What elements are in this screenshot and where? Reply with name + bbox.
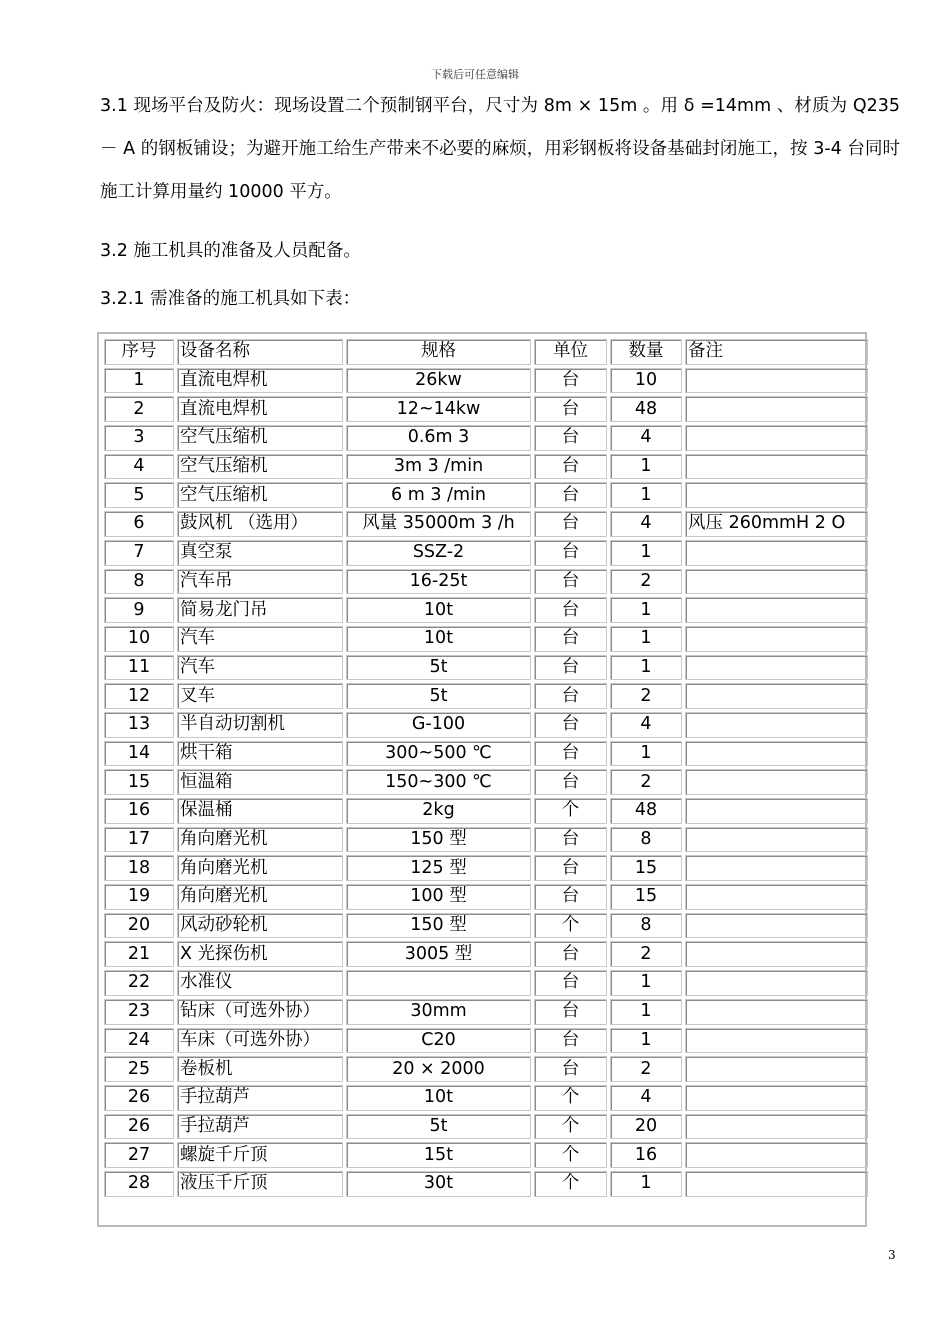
cell-qty: 2 bbox=[610, 569, 682, 595]
table-row bbox=[104, 482, 868, 508]
cell-no: 26 bbox=[104, 1085, 174, 1111]
cell-unit: 台 bbox=[534, 941, 607, 967]
cell-name: 手拉葫芦 bbox=[177, 1085, 343, 1111]
cell-name: 水准仪 bbox=[177, 970, 343, 996]
cell-remark bbox=[685, 941, 868, 967]
cell-qty: 1 bbox=[610, 597, 682, 623]
cell-unit: 台 bbox=[534, 540, 607, 566]
table-row bbox=[104, 454, 868, 480]
cell-remark bbox=[685, 396, 868, 422]
table-row bbox=[104, 741, 868, 767]
table-header-row bbox=[104, 339, 868, 365]
cell-remark bbox=[685, 970, 868, 996]
cell-no: 20 bbox=[104, 913, 174, 939]
cell-name: 车床（可选外协） bbox=[177, 1028, 343, 1054]
cell-name: 角向磨光机 bbox=[177, 827, 343, 853]
table-row bbox=[104, 540, 868, 566]
cell-remark bbox=[685, 913, 868, 939]
cell-name: 汽车 bbox=[177, 626, 343, 652]
cell-spec: 12~14kw bbox=[346, 396, 531, 422]
cell-name: 简易龙门吊 bbox=[177, 597, 343, 623]
cell-spec: 26kw bbox=[346, 368, 531, 394]
section-3-1-paragraph: 3.1 现场平台及防火：现场设置二个预制钢平台，尺寸为 8m × 15m 。用 δ =14mm 、材质为 Q235 － A 的钢板铺设；为避开施工给生产带来不必要的麻烦，用彩钢板将设备基础封闭施工，按 3-4 台同时施工计算用量约 10000 平方。 bbox=[100, 96, 900, 202]
cell-unit: 个 bbox=[534, 1142, 607, 1168]
cell-qty: 1 bbox=[610, 454, 682, 480]
table-row bbox=[104, 1114, 868, 1140]
table-row bbox=[104, 884, 868, 910]
header-cell-qty: 数量 bbox=[610, 339, 682, 365]
cell-qty: 2 bbox=[610, 683, 682, 709]
cell-qty: 1 bbox=[610, 626, 682, 652]
cell-no: 14 bbox=[104, 741, 174, 767]
cell-spec: 150 型 bbox=[346, 913, 531, 939]
cell-no: 28 bbox=[104, 1171, 174, 1197]
cell-no: 1 bbox=[104, 368, 174, 394]
table-row bbox=[104, 626, 868, 652]
cell-unit: 台 bbox=[534, 425, 607, 451]
cell-no: 5 bbox=[104, 482, 174, 508]
cell-no: 4 bbox=[104, 454, 174, 480]
cell-unit: 台 bbox=[534, 741, 607, 767]
cell-unit: 台 bbox=[534, 626, 607, 652]
cell-qty: 15 bbox=[610, 855, 682, 881]
cell-remark bbox=[685, 827, 868, 853]
table-row bbox=[104, 1056, 868, 1082]
cell-unit: 个 bbox=[534, 913, 607, 939]
cell-qty: 8 bbox=[610, 827, 682, 853]
cell-spec: 30mm bbox=[346, 999, 531, 1025]
cell-qty: 48 bbox=[610, 798, 682, 824]
cell-qty: 2 bbox=[610, 941, 682, 967]
cell-name: 叉车 bbox=[177, 683, 343, 709]
cell-remark bbox=[685, 1056, 868, 1082]
cell-no: 6 bbox=[104, 511, 174, 537]
cell-remark bbox=[685, 368, 868, 394]
cell-qty: 1 bbox=[610, 999, 682, 1025]
cell-name: 空气压缩机 bbox=[177, 425, 343, 451]
table-row bbox=[104, 597, 868, 623]
cell-spec: 6 m 3 /min bbox=[346, 482, 531, 508]
cell-remark: 风压 260mmH 2 O bbox=[685, 511, 868, 537]
cell-qty: 8 bbox=[610, 913, 682, 939]
cell-name: 空气压缩机 bbox=[177, 454, 343, 480]
cell-remark bbox=[685, 540, 868, 566]
cell-qty: 1 bbox=[610, 741, 682, 767]
cell-remark bbox=[685, 712, 868, 738]
cell-no: 12 bbox=[104, 683, 174, 709]
cell-qty: 1 bbox=[610, 540, 682, 566]
cell-unit: 台 bbox=[534, 999, 607, 1025]
table-row bbox=[104, 827, 868, 853]
cell-name: 卷板机 bbox=[177, 1056, 343, 1082]
table-row bbox=[104, 569, 868, 595]
cell-spec bbox=[346, 970, 531, 996]
cell-no: 24 bbox=[104, 1028, 174, 1054]
cell-unit: 台 bbox=[534, 1028, 607, 1054]
table-row bbox=[104, 1028, 868, 1054]
cell-qty: 4 bbox=[610, 1085, 682, 1111]
cell-no: 25 bbox=[104, 1056, 174, 1082]
cell-unit: 台 bbox=[534, 712, 607, 738]
table-row bbox=[104, 855, 868, 881]
section-3-2-1-heading: 3.2.1 需准备的施工机具如下表： bbox=[100, 289, 361, 309]
table-row bbox=[104, 683, 868, 709]
cell-unit: 台 bbox=[534, 970, 607, 996]
table-row bbox=[104, 655, 868, 681]
cell-spec: 5t bbox=[346, 655, 531, 681]
cell-qty: 16 bbox=[610, 1142, 682, 1168]
cell-remark bbox=[685, 1171, 868, 1197]
cell-remark bbox=[685, 454, 868, 480]
cell-remark bbox=[685, 425, 868, 451]
table-row bbox=[104, 769, 868, 795]
cell-qty: 4 bbox=[610, 511, 682, 537]
cell-no: 8 bbox=[104, 569, 174, 595]
cell-remark bbox=[685, 655, 868, 681]
cell-no: 22 bbox=[104, 970, 174, 996]
cell-qty: 1 bbox=[610, 482, 682, 508]
cell-unit: 台 bbox=[534, 368, 607, 394]
cell-remark bbox=[685, 1028, 868, 1054]
cell-spec: 3m 3 /min bbox=[346, 454, 531, 480]
cell-no: 23 bbox=[104, 999, 174, 1025]
cell-unit: 台 bbox=[534, 1056, 607, 1082]
cell-remark bbox=[685, 683, 868, 709]
table-row bbox=[104, 1085, 868, 1111]
cell-qty: 20 bbox=[610, 1114, 682, 1140]
cell-spec: 5t bbox=[346, 683, 531, 709]
table-row bbox=[104, 425, 868, 451]
cell-spec: 0.6m 3 bbox=[346, 425, 531, 451]
cell-spec: 300~500 ℃ bbox=[346, 741, 531, 767]
cell-name: 钻床（可选外协） bbox=[177, 999, 343, 1025]
cell-qty: 15 bbox=[610, 884, 682, 910]
cell-no: 13 bbox=[104, 712, 174, 738]
cell-name: 直流电焊机 bbox=[177, 396, 343, 422]
cell-spec: 2kg bbox=[346, 798, 531, 824]
cell-remark bbox=[685, 569, 868, 595]
cell-name: 真空泵 bbox=[177, 540, 343, 566]
cell-name: 风动砂轮机 bbox=[177, 913, 343, 939]
table-row bbox=[104, 712, 868, 738]
table-row bbox=[104, 511, 868, 537]
cell-unit: 台 bbox=[534, 597, 607, 623]
cell-qty: 2 bbox=[610, 1056, 682, 1082]
equipment-table bbox=[101, 336, 871, 1200]
section-3-2-heading: 3.2 施工机具的准备及人员配备。 bbox=[100, 241, 361, 261]
cell-name: X 光探伤机 bbox=[177, 941, 343, 967]
cell-unit: 个 bbox=[534, 1114, 607, 1140]
cell-name: 汽车吊 bbox=[177, 569, 343, 595]
page-number: 3 bbox=[888, 1248, 896, 1262]
cell-qty: 10 bbox=[610, 368, 682, 394]
cell-spec: 16-25t bbox=[346, 569, 531, 595]
cell-qty: 4 bbox=[610, 425, 682, 451]
cell-no: 21 bbox=[104, 941, 174, 967]
cell-spec: G-100 bbox=[346, 712, 531, 738]
cell-name: 手拉葫芦 bbox=[177, 1114, 343, 1140]
cell-unit: 个 bbox=[534, 798, 607, 824]
cell-spec: 10t bbox=[346, 626, 531, 652]
cell-name: 汽车 bbox=[177, 655, 343, 681]
cell-name: 半自动切割机 bbox=[177, 712, 343, 738]
header-cell-no: 序号 bbox=[104, 339, 174, 365]
cell-name: 烘干箱 bbox=[177, 741, 343, 767]
cell-spec: 100 型 bbox=[346, 884, 531, 910]
cell-name: 液压千斤顶 bbox=[177, 1171, 343, 1197]
cell-remark bbox=[685, 855, 868, 881]
cell-remark bbox=[685, 798, 868, 824]
cell-unit: 台 bbox=[534, 827, 607, 853]
cell-unit: 台 bbox=[534, 884, 607, 910]
cell-remark bbox=[685, 626, 868, 652]
header-cell-name: 设备名称 bbox=[177, 339, 343, 365]
cell-unit: 台 bbox=[534, 454, 607, 480]
cell-no: 16 bbox=[104, 798, 174, 824]
cell-qty: 48 bbox=[610, 396, 682, 422]
cell-spec: 30t bbox=[346, 1171, 531, 1197]
cell-remark bbox=[685, 1142, 868, 1168]
cell-unit: 台 bbox=[534, 855, 607, 881]
cell-unit: 台 bbox=[534, 482, 607, 508]
header-cell-unit: 单位 bbox=[534, 339, 607, 365]
cell-no: 19 bbox=[104, 884, 174, 910]
cell-qty: 1 bbox=[610, 655, 682, 681]
cell-spec: 10t bbox=[346, 597, 531, 623]
cell-qty: 4 bbox=[610, 712, 682, 738]
cell-remark bbox=[685, 597, 868, 623]
cell-name: 直流电焊机 bbox=[177, 368, 343, 394]
cell-qty: 1 bbox=[610, 1171, 682, 1197]
cell-no: 27 bbox=[104, 1142, 174, 1168]
cell-no: 9 bbox=[104, 597, 174, 623]
cell-remark bbox=[685, 999, 868, 1025]
cell-remark bbox=[685, 884, 868, 910]
cell-name: 角向磨光机 bbox=[177, 884, 343, 910]
table-row bbox=[104, 1142, 868, 1168]
cell-spec: 风量 35000m 3 /h bbox=[346, 511, 531, 537]
header-cell-spec: 规格 bbox=[346, 339, 531, 365]
cell-no: 11 bbox=[104, 655, 174, 681]
cell-spec: 125 型 bbox=[346, 855, 531, 881]
cell-qty: 1 bbox=[610, 1028, 682, 1054]
cell-name: 鼓风机 （选用） bbox=[177, 511, 343, 537]
cell-unit: 台 bbox=[534, 683, 607, 709]
cell-remark bbox=[685, 1114, 868, 1140]
table-row bbox=[104, 999, 868, 1025]
cell-name: 保温桶 bbox=[177, 798, 343, 824]
table-row bbox=[104, 941, 868, 967]
cell-unit: 台 bbox=[534, 655, 607, 681]
cell-no: 15 bbox=[104, 769, 174, 795]
cell-name: 角向磨光机 bbox=[177, 855, 343, 881]
cell-no: 3 bbox=[104, 425, 174, 451]
page-header-note: 下载后可任意编辑 bbox=[431, 68, 519, 81]
cell-qty: 1 bbox=[610, 970, 682, 996]
cell-remark bbox=[685, 769, 868, 795]
cell-name: 螺旋千斤顶 bbox=[177, 1142, 343, 1168]
cell-spec: 3005 型 bbox=[346, 941, 531, 967]
cell-no: 10 bbox=[104, 626, 174, 652]
cell-no: 2 bbox=[104, 396, 174, 422]
cell-spec: 15t bbox=[346, 1142, 531, 1168]
cell-spec: 20 × 2000 bbox=[346, 1056, 531, 1082]
cell-spec: SSZ-2 bbox=[346, 540, 531, 566]
table-row bbox=[104, 970, 868, 996]
cell-no: 17 bbox=[104, 827, 174, 853]
cell-no: 18 bbox=[104, 855, 174, 881]
table-row bbox=[104, 396, 868, 422]
table-row bbox=[104, 368, 868, 394]
equipment-table-frame bbox=[97, 332, 867, 1227]
cell-remark bbox=[685, 482, 868, 508]
cell-no: 26 bbox=[104, 1114, 174, 1140]
cell-spec: 150 型 bbox=[346, 827, 531, 853]
cell-unit: 台 bbox=[534, 769, 607, 795]
cell-spec: 10t bbox=[346, 1085, 531, 1111]
cell-qty: 2 bbox=[610, 769, 682, 795]
header-cell-remark: 备注 bbox=[685, 339, 868, 365]
table-row bbox=[104, 913, 868, 939]
cell-no: 7 bbox=[104, 540, 174, 566]
cell-spec: 150~300 ℃ bbox=[346, 769, 531, 795]
table-row bbox=[104, 798, 868, 824]
cell-name: 空气压缩机 bbox=[177, 482, 343, 508]
cell-unit: 个 bbox=[534, 1085, 607, 1111]
cell-unit: 个 bbox=[534, 1171, 607, 1197]
cell-remark bbox=[685, 741, 868, 767]
cell-unit: 台 bbox=[534, 396, 607, 422]
cell-unit: 台 bbox=[534, 511, 607, 537]
cell-spec: 5t bbox=[346, 1114, 531, 1140]
cell-spec: C20 bbox=[346, 1028, 531, 1054]
table-row bbox=[104, 1171, 868, 1197]
cell-remark bbox=[685, 1085, 868, 1111]
cell-unit: 台 bbox=[534, 569, 607, 595]
cell-name: 恒温箱 bbox=[177, 769, 343, 795]
